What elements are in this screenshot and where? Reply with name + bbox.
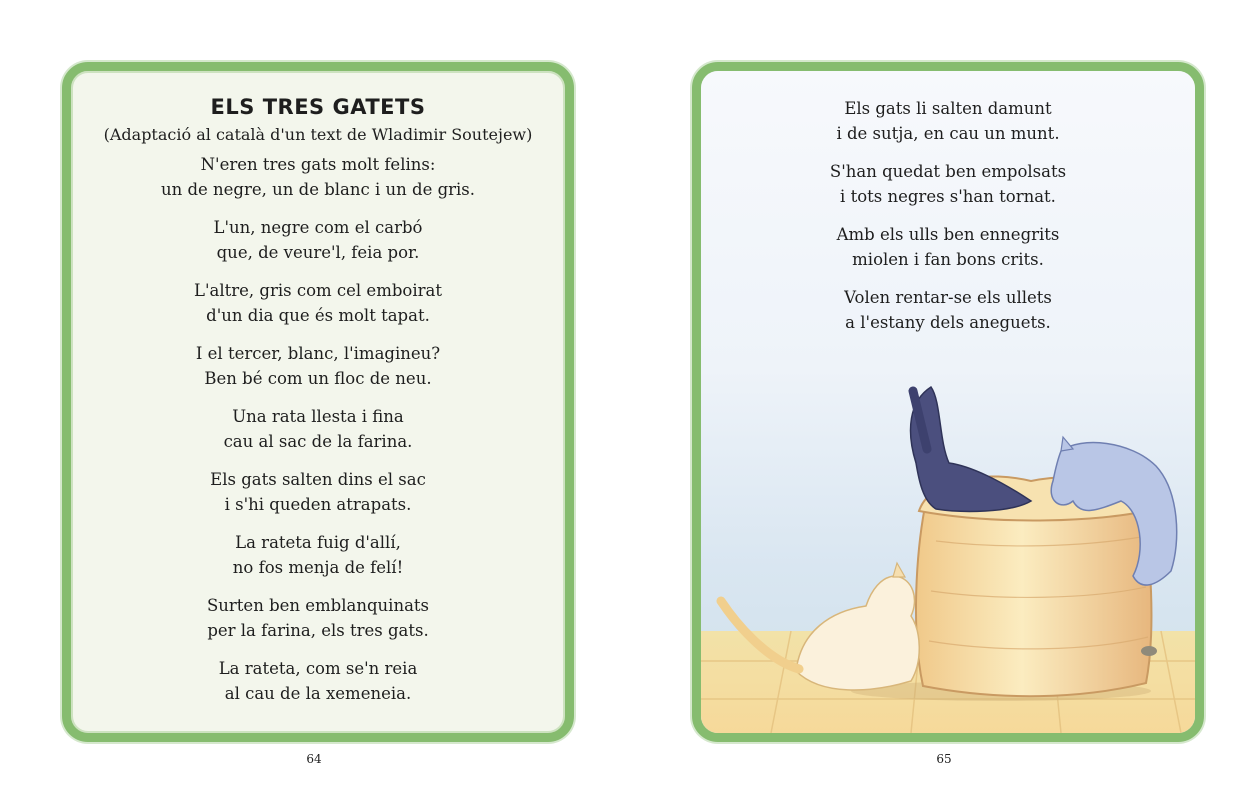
mouse xyxy=(1141,646,1157,656)
page-number-left: 64 xyxy=(306,752,322,766)
verse-line: Amb els ulls ben ennegrits xyxy=(836,225,1060,244)
page-number-right: 65 xyxy=(936,752,952,766)
verse-line: S'han quedat ben empolsats xyxy=(829,162,1067,181)
stanza xyxy=(71,468,565,517)
verse-line: al cau de la xemeneia. xyxy=(224,683,412,703)
verse-line: un de negre, un de blanc i un de gris. xyxy=(160,179,476,199)
verse-line: i tots negres s'han tornat. xyxy=(840,186,1056,206)
verse-line: Volen rentar-se els ullets xyxy=(844,288,1052,307)
verse-line: i s'hi queden atrapats. xyxy=(224,494,412,514)
stanza xyxy=(71,342,565,391)
stanza xyxy=(71,216,565,265)
left-poem xyxy=(71,93,565,720)
stanza xyxy=(71,405,565,454)
verse-line: que, de veure'l, feia por. xyxy=(216,242,420,262)
verse-line: Els gats li salten damunt xyxy=(844,99,1052,118)
verse-line: i de sutja, en cau un munt. xyxy=(836,123,1060,143)
verse-line: I el tercer, blanc, l'imagineu? xyxy=(195,344,441,363)
stanza xyxy=(71,279,565,328)
stanza xyxy=(71,153,565,202)
verse-line: no fos menja de felí! xyxy=(232,557,404,577)
verse-line: Surten ben emblanquinats xyxy=(206,596,430,615)
verse-line: per la farina, els tres gats. xyxy=(207,620,429,640)
verse-line: Una rata llesta i fina xyxy=(232,407,404,426)
stanza xyxy=(71,657,565,706)
verse-line: L'altre, gris com cel emboirat xyxy=(194,281,442,300)
stanza xyxy=(71,594,565,643)
right-poem xyxy=(701,97,1195,349)
verse-line: La rateta, com se'n reia xyxy=(218,659,418,678)
stanza xyxy=(701,97,1195,146)
left-page-frame xyxy=(62,62,574,742)
verse-line: La rateta fuig d'allí, xyxy=(235,533,401,552)
poem-subtitle: (Adaptació al català d'un text de Wladimir Soutejew) xyxy=(103,125,533,144)
verse-line: d'un dia que és molt tapat. xyxy=(206,305,430,325)
verse-line: cau al sac de la farina. xyxy=(223,431,413,451)
stanza xyxy=(701,223,1195,272)
verse-line: a l'estany dels aneguets. xyxy=(845,312,1051,332)
stanza xyxy=(701,286,1195,335)
poem-title: ELS TRES GATETS xyxy=(210,95,426,119)
verse-line: Ben bé com un floc de neu. xyxy=(204,368,432,388)
verse-line: miolen i fan bons crits. xyxy=(852,249,1044,269)
verse-line: N'eren tres gats molt felins: xyxy=(200,155,436,174)
stanza xyxy=(71,531,565,580)
verse-line: Els gats salten dins el sac xyxy=(210,470,426,489)
stanza xyxy=(701,160,1195,209)
right-page-frame xyxy=(692,62,1204,742)
verse-line: L'un, negre com el carbó xyxy=(213,218,423,237)
